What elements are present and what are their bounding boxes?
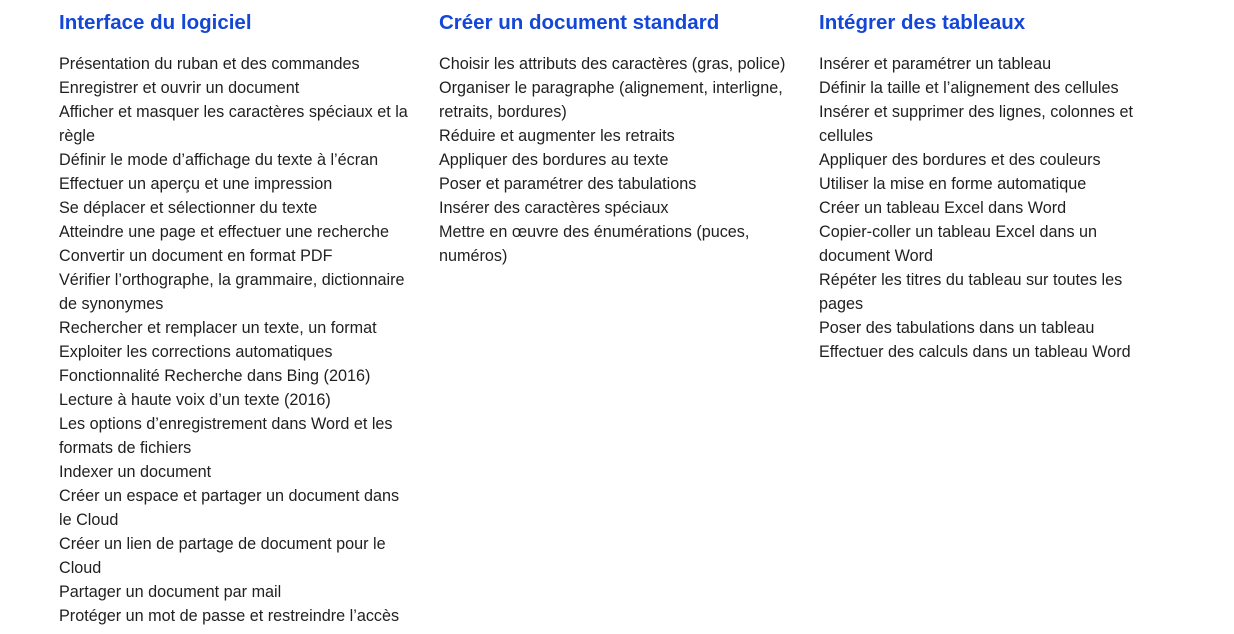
column-title: Interface du logiciel (59, 11, 252, 34)
list-item: Fonctionnalité Recherche dans Bing (2016) (59, 367, 371, 385)
list-item: Lecture à haute voix d’un texte (2016) (59, 391, 331, 409)
list-item: Effectuer des calculs dans un tableau Word (819, 343, 1131, 361)
list-item: Poser et paramétrer des tabulations (439, 175, 697, 193)
course-columns (59, 0, 1169, 628)
list-item: Organiser le paragraphe (alignement, interligne, retraits, bordures) (439, 79, 783, 121)
list-item: Rechercher et remplacer un texte, un format (59, 319, 377, 337)
list-item: Partager un document par mail (59, 583, 282, 601)
list-item: Insérer et supprimer des lignes, colonnes et cellules (819, 103, 1134, 145)
column-interface (59, 0, 409, 628)
list-item: Choisir les attributs des caractères (gras, police) (439, 55, 786, 73)
list-item: Exploiter les corrections automatiques (59, 343, 333, 361)
topic-list (439, 52, 789, 268)
list-item: Créer un lien de partage de document pour le Cloud (59, 535, 386, 577)
list-item: Répéter les titres du tableau sur toutes les pages (819, 271, 1123, 313)
list-item: Utiliser la mise en forme automatique (819, 175, 1087, 193)
topic-list (59, 52, 409, 628)
list-item: Poser des tabulations dans un tableau (819, 319, 1095, 337)
list-item: Atteindre une page et effectuer une recherche (59, 223, 389, 241)
list-item: Réduire et augmenter les retraits (439, 127, 675, 145)
list-item: Présentation du ruban et des commandes (59, 55, 360, 73)
list-item: Définir la taille et l’alignement des cellules (819, 79, 1119, 97)
column-tableaux (819, 0, 1169, 628)
list-item: Définir le mode d’affichage du texte à l’écran (59, 151, 379, 169)
list-item: Les options d’enregistrement dans Word et les formats de fichiers (59, 415, 393, 457)
column-document-standard (439, 0, 789, 628)
list-item: Se déplacer et sélectionner du texte (59, 199, 318, 217)
list-item: Copier-coller un tableau Excel dans un document Word (819, 223, 1098, 265)
list-item: Créer un tableau Excel dans Word (819, 199, 1067, 217)
column-title: Créer un document standard (439, 11, 720, 34)
column-title: Intégrer des tableaux (819, 11, 1026, 34)
list-item: Effectuer un aperçu et une impression (59, 175, 333, 193)
list-item: Insérer des caractères spéciaux (439, 199, 669, 217)
list-item: Appliquer des bordures et des couleurs (819, 151, 1101, 169)
list-item: Indexer un document (59, 463, 212, 481)
list-item: Mettre en œuvre des énumérations (puces, numéros) (439, 223, 750, 265)
list-item: Afficher et masquer les caractères spéciaux et la règle (59, 103, 408, 145)
list-item: Convertir un document en format PDF (59, 247, 333, 265)
topic-list (819, 52, 1169, 364)
list-item: Insérer et paramétrer un tableau (819, 55, 1052, 73)
list-item: Créer un espace et partager un document dans le Cloud (59, 487, 400, 529)
list-item: Vérifier l’orthographe, la grammaire, dictionnaire de synonymes (59, 271, 405, 313)
list-item: Enregistrer et ouvrir un document (59, 79, 300, 97)
list-item: Appliquer des bordures au texte (439, 151, 669, 169)
list-item: Protéger un mot de passe et restreindre l’accès (59, 607, 400, 625)
